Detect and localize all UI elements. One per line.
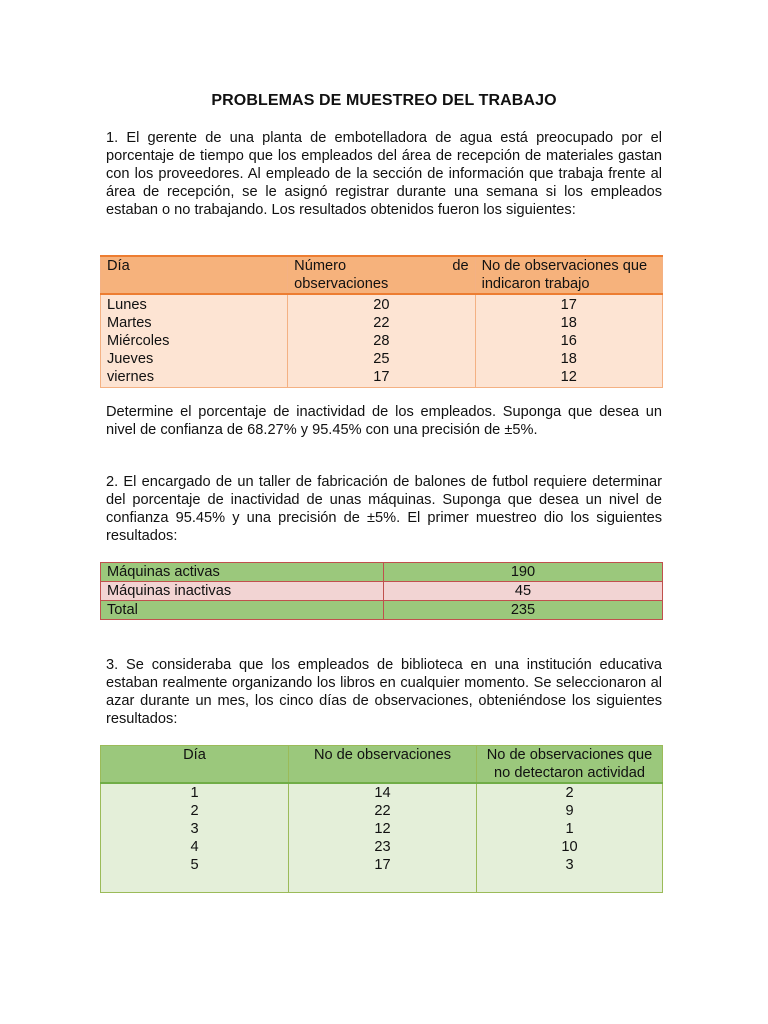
table-row [101,563,663,582]
t3-days-column [101,783,289,893]
table-cell: 4 [190,839,199,855]
t2-value: 190 [384,563,663,582]
table-cell: 17 [560,297,577,313]
table-cell: 5 [190,857,199,873]
t3-header-day: Día [101,746,289,784]
t3-header-inactive: No de observaciones que no detectaron actividad [477,746,663,784]
t3-obs-column [289,783,477,893]
table-cell: 2 [190,803,199,819]
table-3 [100,745,663,893]
t1-days-column [101,294,288,388]
t2-label: Máquinas activas [101,563,384,582]
problem-1-text: 1. El gerente de una planta de embotelladora de agua está preocupado por el porcentaje de tiempo que los empleados del área de recepción de materiales gastan con los proveedores. Al empleado de la sección de información que trabaja frente al área de recepción, se le asignó registrar durante una semana si los empleados estaban o no trabajando. Los resultados obtenidos fueron los siguientes: [106,130,662,218]
table-cell: 2 [565,785,574,801]
table-cell: 1 [190,785,199,801]
page-title: PROBLEMAS DE MUESTREO DEL TRABAJO [211,92,557,109]
table-cell: 17 [374,857,391,873]
table-cell: 18 [560,315,577,331]
table-cell: 23 [374,839,391,855]
table-cell: 3 [190,821,199,837]
table-cell: 17 [373,369,390,385]
table-cell: Lunes [107,297,147,313]
t2-label: Total [101,601,384,620]
t2-value: 45 [384,582,663,601]
table-cell: 20 [373,297,390,313]
table-cell: 14 [374,785,391,801]
problem-3-text: 3. Se consideraba que los empleados de biblioteca en una institución educativa estaban realmente organizando los libros en cualquier momento. Se seleccionaron al azar durante un mes, los cinco días de observaciones, obteniéndose los siguientes resultados: [106,657,662,727]
table-2 [100,562,663,620]
table-cell: 25 [373,351,390,367]
table-cell: 18 [560,351,577,367]
table-cell: Miércoles [107,333,170,349]
table-row [101,601,663,620]
table-cell: viernes [107,369,155,385]
t1-header-obs: Número de observaciones [288,256,475,294]
table-cell: 1 [565,821,574,837]
t1-obs-column [288,294,475,388]
table-cell: 12 [560,369,577,385]
table-row [101,582,663,601]
t2-value: 235 [384,601,663,620]
table-cell: Jueves [107,351,154,367]
problem-1-question: Determine el porcentaje de inactividad de los empleados. Suponga que desea un nivel de confianza de 68.27% y 95.45% con una precisión de ±5%. [106,404,662,438]
t2-label: Máquinas inactivas [101,582,384,601]
table-cell: 12 [374,821,391,837]
t3-inactive-column [477,783,663,893]
table-cell: 16 [560,333,577,349]
t1-header-day: Día [101,256,288,294]
table-cell: 10 [561,839,578,855]
table-cell: 22 [373,315,390,331]
t3-header-obs: No de observaciones [289,746,477,784]
table-cell: Martes [107,315,152,331]
table-cell: 3 [565,857,574,873]
t1-header-work: No de observaciones que indicaron trabajo [475,256,662,294]
t1-work-column [475,294,662,388]
table-cell: 22 [374,803,391,819]
table-1 [100,255,663,388]
table-cell: 9 [565,803,574,819]
table-cell: 28 [373,333,390,349]
problem-2-text: 2. El encargado de un taller de fabricación de balones de futbol requiere determinar del porcentaje de inactividad de unas máquinas. Suponga que desea un nivel de confianza 95.45% y una precisión de ±5%. El primer muestreo dio los siguientes resultados: [106,474,662,544]
